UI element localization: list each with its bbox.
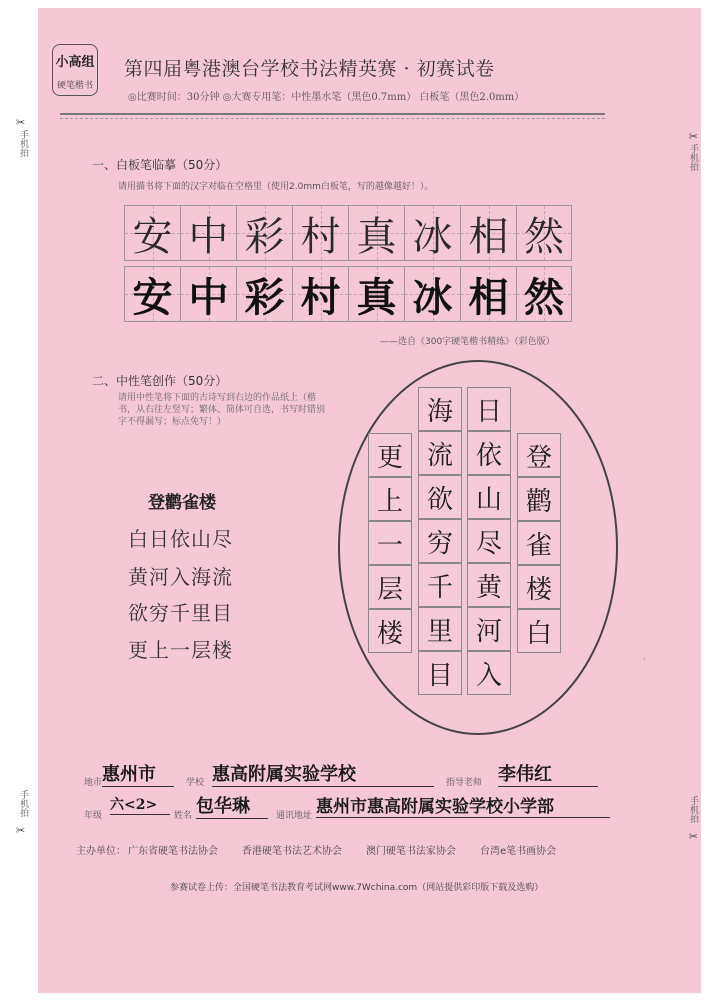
organizer-item: 澳门硬笔书法家协会 bbox=[366, 846, 456, 857]
cut-label-right-top: 手机拍 bbox=[688, 144, 698, 171]
section1-note: 请用描书将下面的汉字对临在空格里（使用2.0mm白板笔，写的越像越好！）。 bbox=[118, 182, 434, 192]
model-char-cell: 冰 bbox=[404, 205, 460, 261]
handwritten-column bbox=[517, 433, 561, 653]
model-char-cell: 村 bbox=[292, 205, 348, 261]
group-badge bbox=[52, 44, 98, 96]
copy-char-row bbox=[124, 266, 572, 322]
model-char-cell: 相 bbox=[460, 205, 516, 261]
copy-char-cell: 相 bbox=[460, 266, 516, 322]
exam-subtitle: ◎比赛时间：30分钟 ◎大赛专用笔：中性墨水笔（黑色0.7mm） 白板笔（黑色2.0mm） bbox=[128, 92, 525, 103]
copy-char-cell: 中 bbox=[180, 266, 236, 322]
copy-char-cell: 彩 bbox=[236, 266, 292, 322]
handwritten-column bbox=[467, 387, 511, 695]
handwritten-char: 鹳 bbox=[517, 477, 561, 521]
scissor-icon: ✂ bbox=[688, 830, 698, 843]
poem-title: 登鹳雀楼 bbox=[148, 493, 216, 513]
grade-value: 六<2> bbox=[110, 794, 170, 815]
scissor-icon: ✂ bbox=[16, 116, 26, 129]
teacher-value: 李伟红 bbox=[498, 760, 598, 787]
cut-label-left-bottom: 手机拍 bbox=[18, 790, 28, 817]
group-label: 小高组 bbox=[55, 55, 95, 70]
handwritten-char: 穷 bbox=[418, 519, 462, 563]
organizers bbox=[76, 842, 580, 857]
header-divider-dashed bbox=[60, 118, 605, 119]
handwritten-char: 日 bbox=[467, 387, 511, 431]
handwritten-char: 上 bbox=[368, 477, 412, 521]
name-value: 包华琳 bbox=[196, 792, 268, 819]
handwritten-column bbox=[418, 387, 462, 695]
handwritten-char: 欲 bbox=[418, 475, 462, 519]
handwritten-char: 山 bbox=[467, 475, 511, 519]
model-char-cell: 中 bbox=[180, 205, 236, 261]
model-char-cell: 然 bbox=[516, 205, 572, 261]
header-divider bbox=[60, 113, 605, 115]
handwritten-char: 更 bbox=[368, 433, 412, 477]
handwritten-char: 目 bbox=[418, 651, 462, 695]
scissor-icon: ✂ bbox=[16, 824, 26, 837]
source-citation: ——选自《300字硬笔楷书精练》（彩色版） bbox=[380, 337, 555, 347]
address-label: 通讯地址 bbox=[276, 811, 313, 821]
section1-heading: 一、白板笔临摹（50分） bbox=[92, 158, 228, 172]
copy-char-cell: 真 bbox=[348, 266, 404, 322]
handwritten-column bbox=[368, 433, 412, 653]
scissor-icon: ✂ bbox=[688, 130, 698, 143]
upload-footer: 参赛试卷上传：全国硬笔书法教育考试网www.7Wchina.com（网站提供彩印版下载及选购） bbox=[170, 883, 544, 893]
handwritten-char: 层 bbox=[368, 565, 412, 609]
school-value: 惠高附属实验学校 bbox=[212, 760, 434, 787]
handwritten-char: 里 bbox=[418, 607, 462, 651]
region-label: 地市 bbox=[84, 778, 103, 788]
organizer-item: 香港硬笔书法艺术协会 bbox=[242, 846, 342, 857]
handwritten-char: 楼 bbox=[517, 565, 561, 609]
copy-char-cell: 安 bbox=[124, 266, 180, 322]
model-char-cell: 真 bbox=[348, 205, 404, 261]
handwritten-char: 楼 bbox=[368, 609, 412, 653]
handwritten-char: 入 bbox=[467, 651, 511, 695]
handwritten-char: 黄 bbox=[467, 563, 511, 607]
handwritten-char: 河 bbox=[467, 607, 511, 651]
name-label: 姓名 bbox=[174, 811, 193, 821]
teacher-label: 指导老师 bbox=[446, 778, 483, 788]
cut-label-left-top: 手机拍 bbox=[18, 130, 28, 157]
section2-note: 请用中性笔将下面的古诗写到右边的作品纸上（楷书，从右往左竖写；繁体、简体可自选，书写时错别字不得漏写；标点免写！） bbox=[118, 393, 326, 427]
section2-heading: 二、中性笔创作（50分） bbox=[92, 374, 228, 388]
handwritten-char: 依 bbox=[467, 431, 511, 475]
poem-line: 黄河入海流 bbox=[128, 565, 233, 589]
category-label: 硬笔楷书 bbox=[56, 81, 93, 91]
poem-line: 白日依山尽 bbox=[128, 527, 233, 551]
handwritten-char: 白 bbox=[517, 609, 561, 653]
handwritten-char: 登 bbox=[517, 433, 561, 477]
organizer-item: 台湾e笔书画协会 bbox=[480, 846, 557, 857]
model-char-cell: 安 bbox=[124, 205, 180, 261]
copy-char-cell: 冰 bbox=[404, 266, 460, 322]
handwritten-char: 雀 bbox=[517, 521, 561, 565]
handwritten-char: 海 bbox=[418, 387, 462, 431]
model-char-cell: 彩 bbox=[236, 205, 292, 261]
poem-line: 更上一层楼 bbox=[128, 638, 233, 662]
handwritten-char: 千 bbox=[418, 563, 462, 607]
handwritten-char: 尽 bbox=[467, 519, 511, 563]
handwritten-char: 流 bbox=[418, 431, 462, 475]
poem-line: 欲穷千里目 bbox=[128, 601, 233, 625]
address-value: 惠州市惠高附属实验学校小学部 bbox=[316, 792, 610, 818]
school-label: 学校 bbox=[186, 778, 205, 788]
cut-label-right-bottom: 手机拍 bbox=[688, 796, 698, 823]
copy-char-cell: 然 bbox=[516, 266, 572, 322]
grade-label: 年级 bbox=[84, 811, 103, 821]
organizers-prefix: 主办单位： bbox=[76, 846, 126, 857]
model-char-row bbox=[124, 205, 572, 261]
organizer-item: 广东省硬笔书法协会 bbox=[128, 846, 218, 857]
margin-dot: · bbox=[643, 655, 646, 664]
copy-char-cell: 村 bbox=[292, 266, 348, 322]
region-value: 惠州市 bbox=[102, 760, 174, 787]
exam-title: 第四届粤港澳台学校书法精英赛 · 初赛试卷 bbox=[124, 58, 495, 80]
handwritten-char: 一 bbox=[368, 521, 412, 565]
